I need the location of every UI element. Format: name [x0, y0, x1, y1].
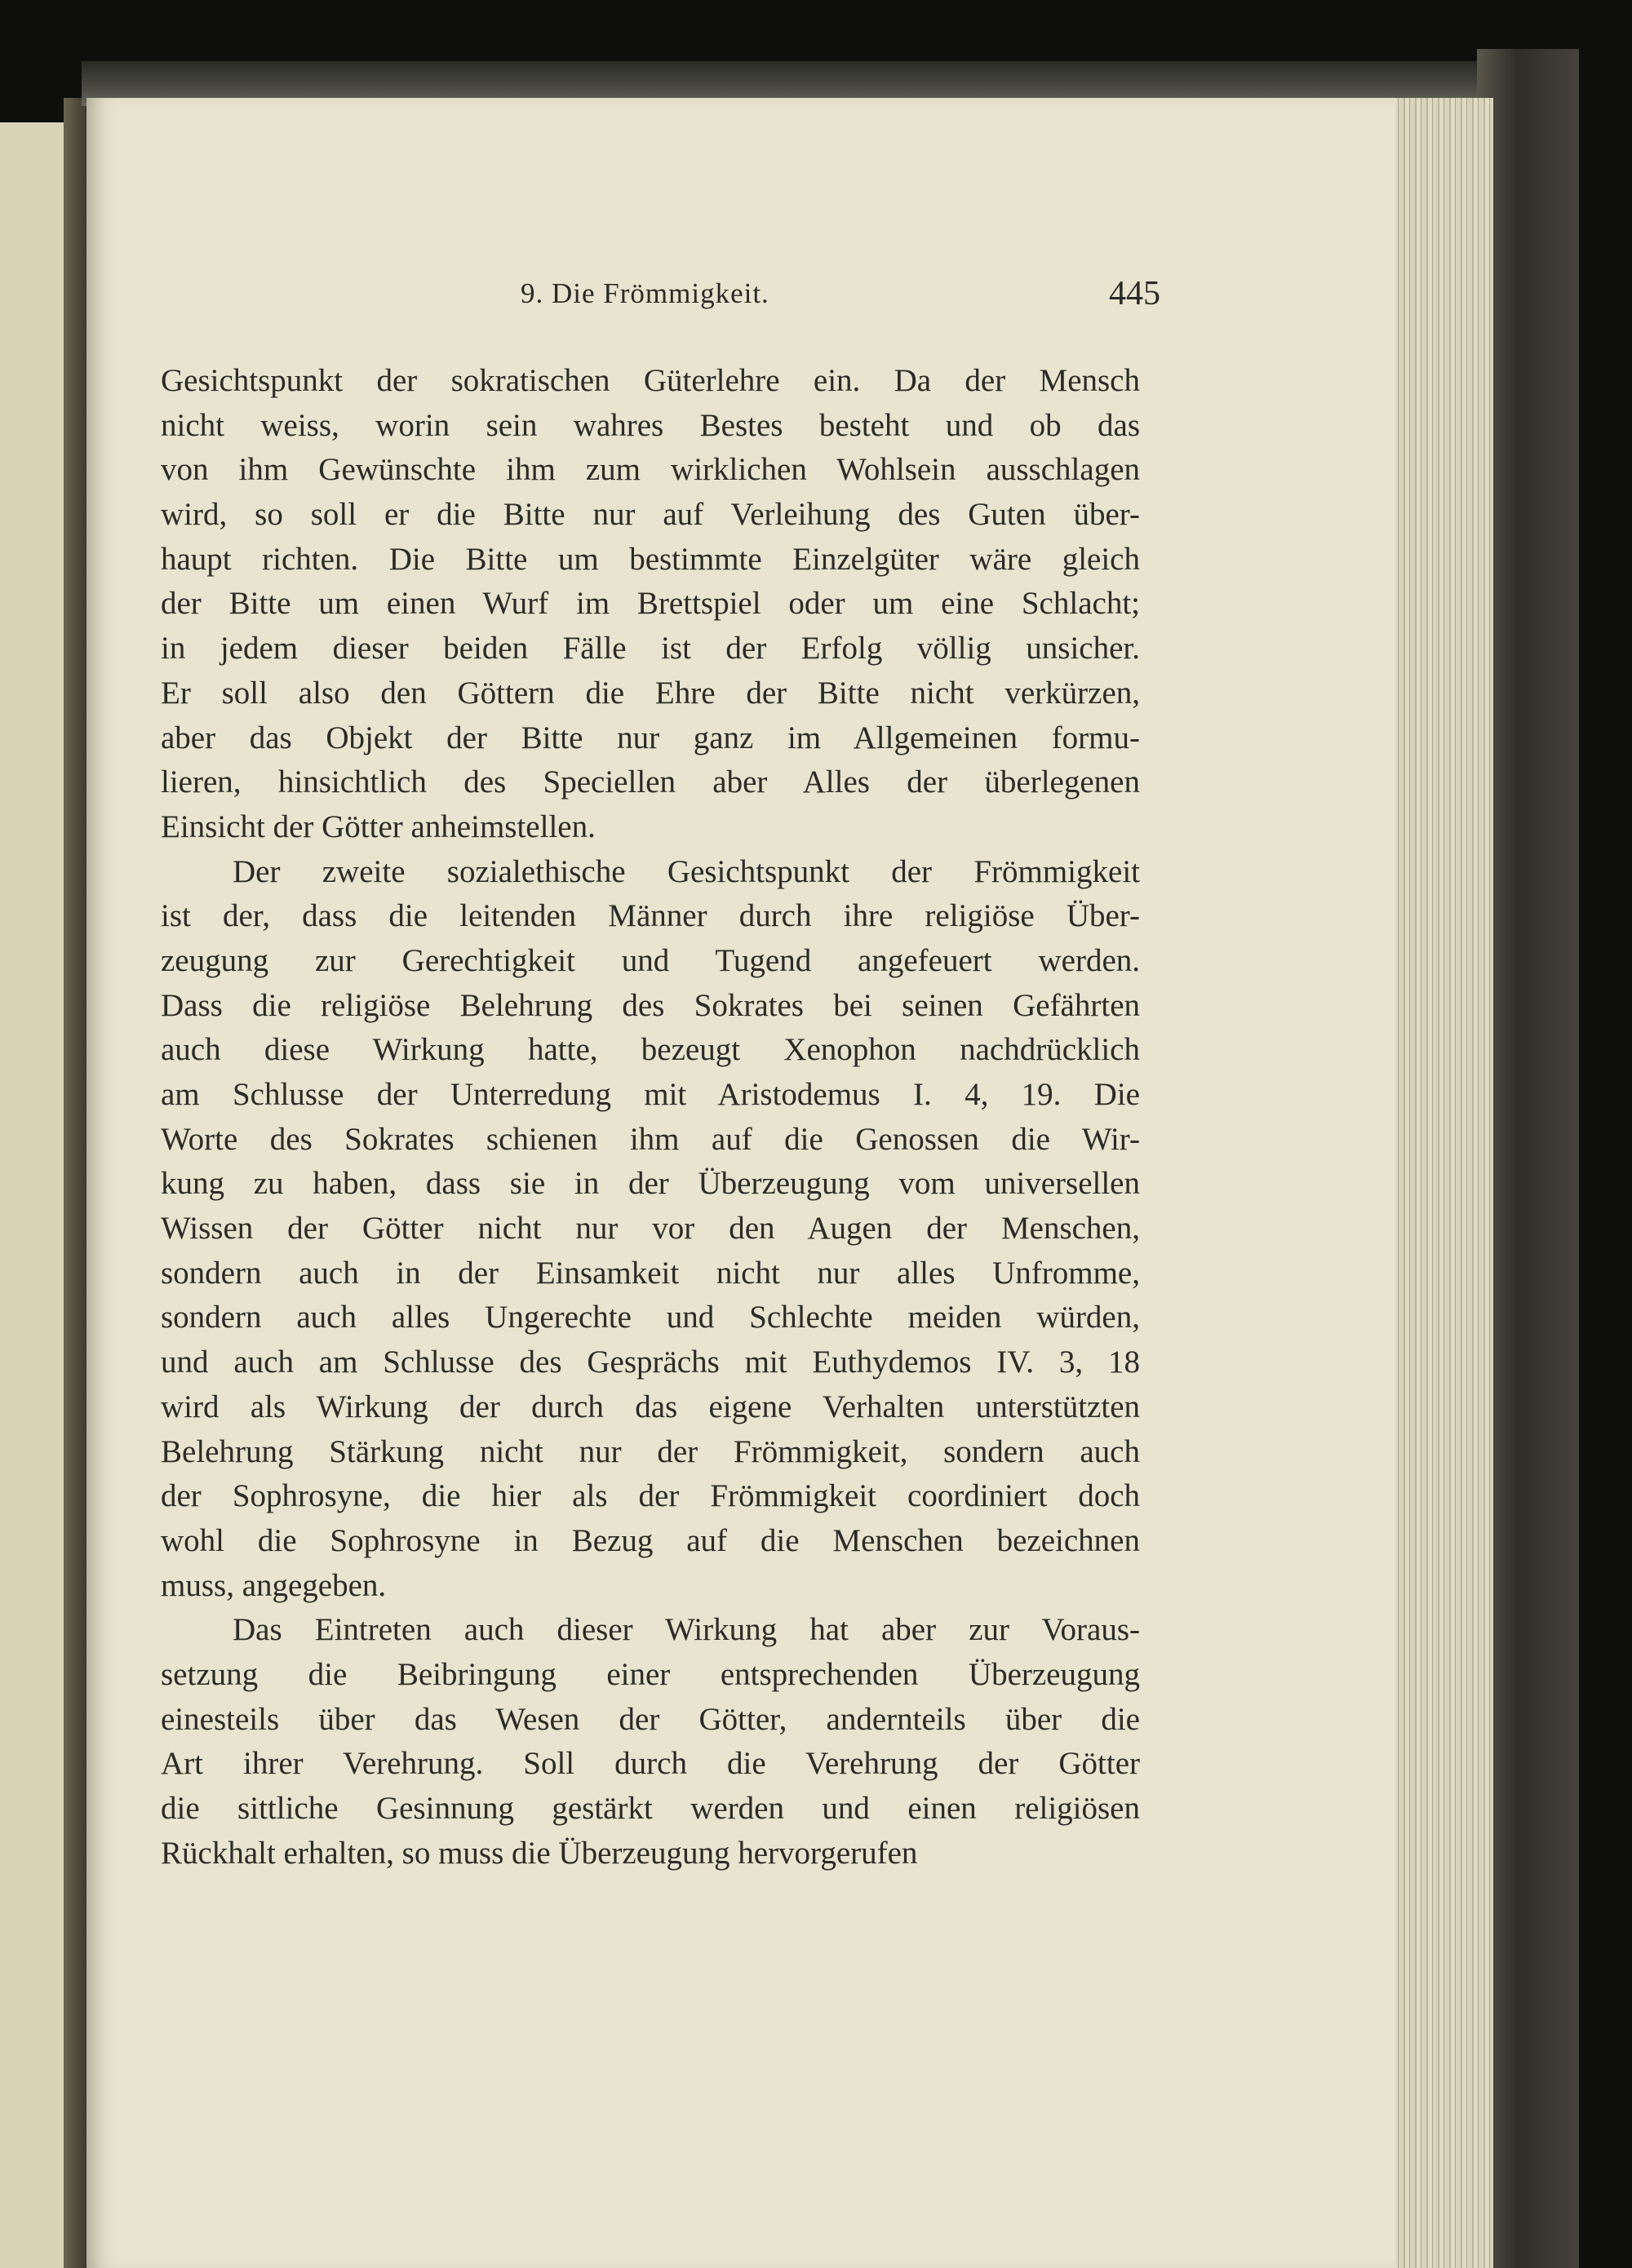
text-line: in jedem dieser beiden Fälle ist der Erfolg völlig unsicher. [161, 631, 1140, 667]
text-line: setzung die Beibringung einer entsprechenden Überzeugung [161, 1656, 1140, 1692]
text-line: der Bitte um einen Wurf im Brettspiel oder um eine Schlacht; [161, 586, 1140, 622]
text-line: haupt richten. Die Bitte um bestimmte Einzelgüter wäre gleich [161, 541, 1140, 577]
text-line: kung zu haben, dass sie in der Überzeugung vom universellen [161, 1166, 1140, 1202]
page-number: 445 [1109, 275, 1160, 312]
page-body-text [161, 359, 1140, 1876]
text-line: lieren, hinsichtlich des Speciellen aber Alles der überlegenen [161, 764, 1140, 800]
text-line: von ihm Gewünschte ihm zum wirklichen Wohlsein ausschlagen [161, 452, 1140, 488]
text-line: Dass die religiöse Belehrung des Sokrates bei seinen Gefährten [161, 987, 1140, 1023]
book-gutter [64, 98, 88, 2268]
text-line: nicht weiss, worin sein wahres Bestes besteht und ob das [161, 407, 1140, 443]
text-line: Er soll also den Göttern die Ehre der Bitte nicht verkürzen, [161, 675, 1140, 711]
paragraph [161, 850, 1140, 1609]
text-line: ist der, dass die leitenden Männer durch ihre religiöse Über- [161, 898, 1140, 934]
text-line: Rückhalt erhalten, so muss die Überzeugung hervorgerufen [161, 1835, 918, 1871]
text-line: muss, angegeben. [161, 1567, 387, 1603]
text-line: Wissen der Götter nicht nur vor den Augen der Menschen, [161, 1211, 1140, 1247]
text-line: sondern auch in der Einsamkeit nicht nur alles Unfromme, [161, 1255, 1140, 1291]
text-line: wird als Wirkung der durch das eigene Verhalten unterstützten [161, 1389, 1140, 1424]
running-header [163, 277, 1160, 318]
text-line: die sittliche Gesinnung gestärkt werden und einen religiösen [161, 1791, 1140, 1826]
text-line: wird, so soll er die Bitte nur auf Verleihung des Guten über- [161, 497, 1140, 533]
text-line: der Sophrosyne, die hier als der Frömmigkeit coordiniert doch [161, 1478, 1140, 1514]
text-line: Art ihrer Verehrung. Soll durch die Verehrung der Götter [161, 1746, 1140, 1782]
text-line: zeugung zur Gerechtigkeit und Tugend angefeuert werden. [161, 942, 1140, 978]
text-line: und auch am Schlusse des Gesprächs mit Euthydemos IV. 3, 18 [161, 1344, 1140, 1380]
paragraph [161, 1608, 1140, 1876]
text-line: Der zweite sozialethische Gesichtspunkt der Frömmigkeit [233, 853, 1140, 889]
chapter-title: 9. Die Frömmigkeit. [521, 277, 769, 309]
text-line: Das Eintreten auch dieser Wirkung hat aber zur Voraus- [233, 1612, 1140, 1648]
text-line: aber das Objekt der Bitte nur ganz im Allgemeinen formu- [161, 720, 1140, 755]
text-line: am Schlusse der Unterredung mit Aristodemus I. 4, 19. Die [161, 1077, 1140, 1112]
text-line: Belehrung Stärkung nicht nur der Frömmigkeit, sondern auch [161, 1433, 1140, 1469]
left-page-edge [0, 122, 65, 2268]
text-line: Einsicht der Götter anheimstellen. [161, 808, 596, 844]
text-line: einesteils über das Wesen der Götter, andernteils über die [161, 1701, 1140, 1737]
text-line: sondern auch alles Ungerechte und Schlechte meiden würden, [161, 1300, 1140, 1336]
text-line: Gesichtspunkt der sokratischen Güterlehre ein. Da der Mensch [161, 363, 1140, 398]
text-line: Worte des Sokrates schienen ihm auf die Genossen die Wir- [161, 1121, 1140, 1157]
text-line: auch diese Wirkung hatte, bezeugt Xenophon nachdrücklich [161, 1032, 1140, 1068]
text-line: wohl die Sophrosyne in Bezug auf die Menschen bezeichnen [161, 1522, 1140, 1558]
page-edges-right [1387, 98, 1493, 2268]
paragraph [161, 359, 1140, 850]
